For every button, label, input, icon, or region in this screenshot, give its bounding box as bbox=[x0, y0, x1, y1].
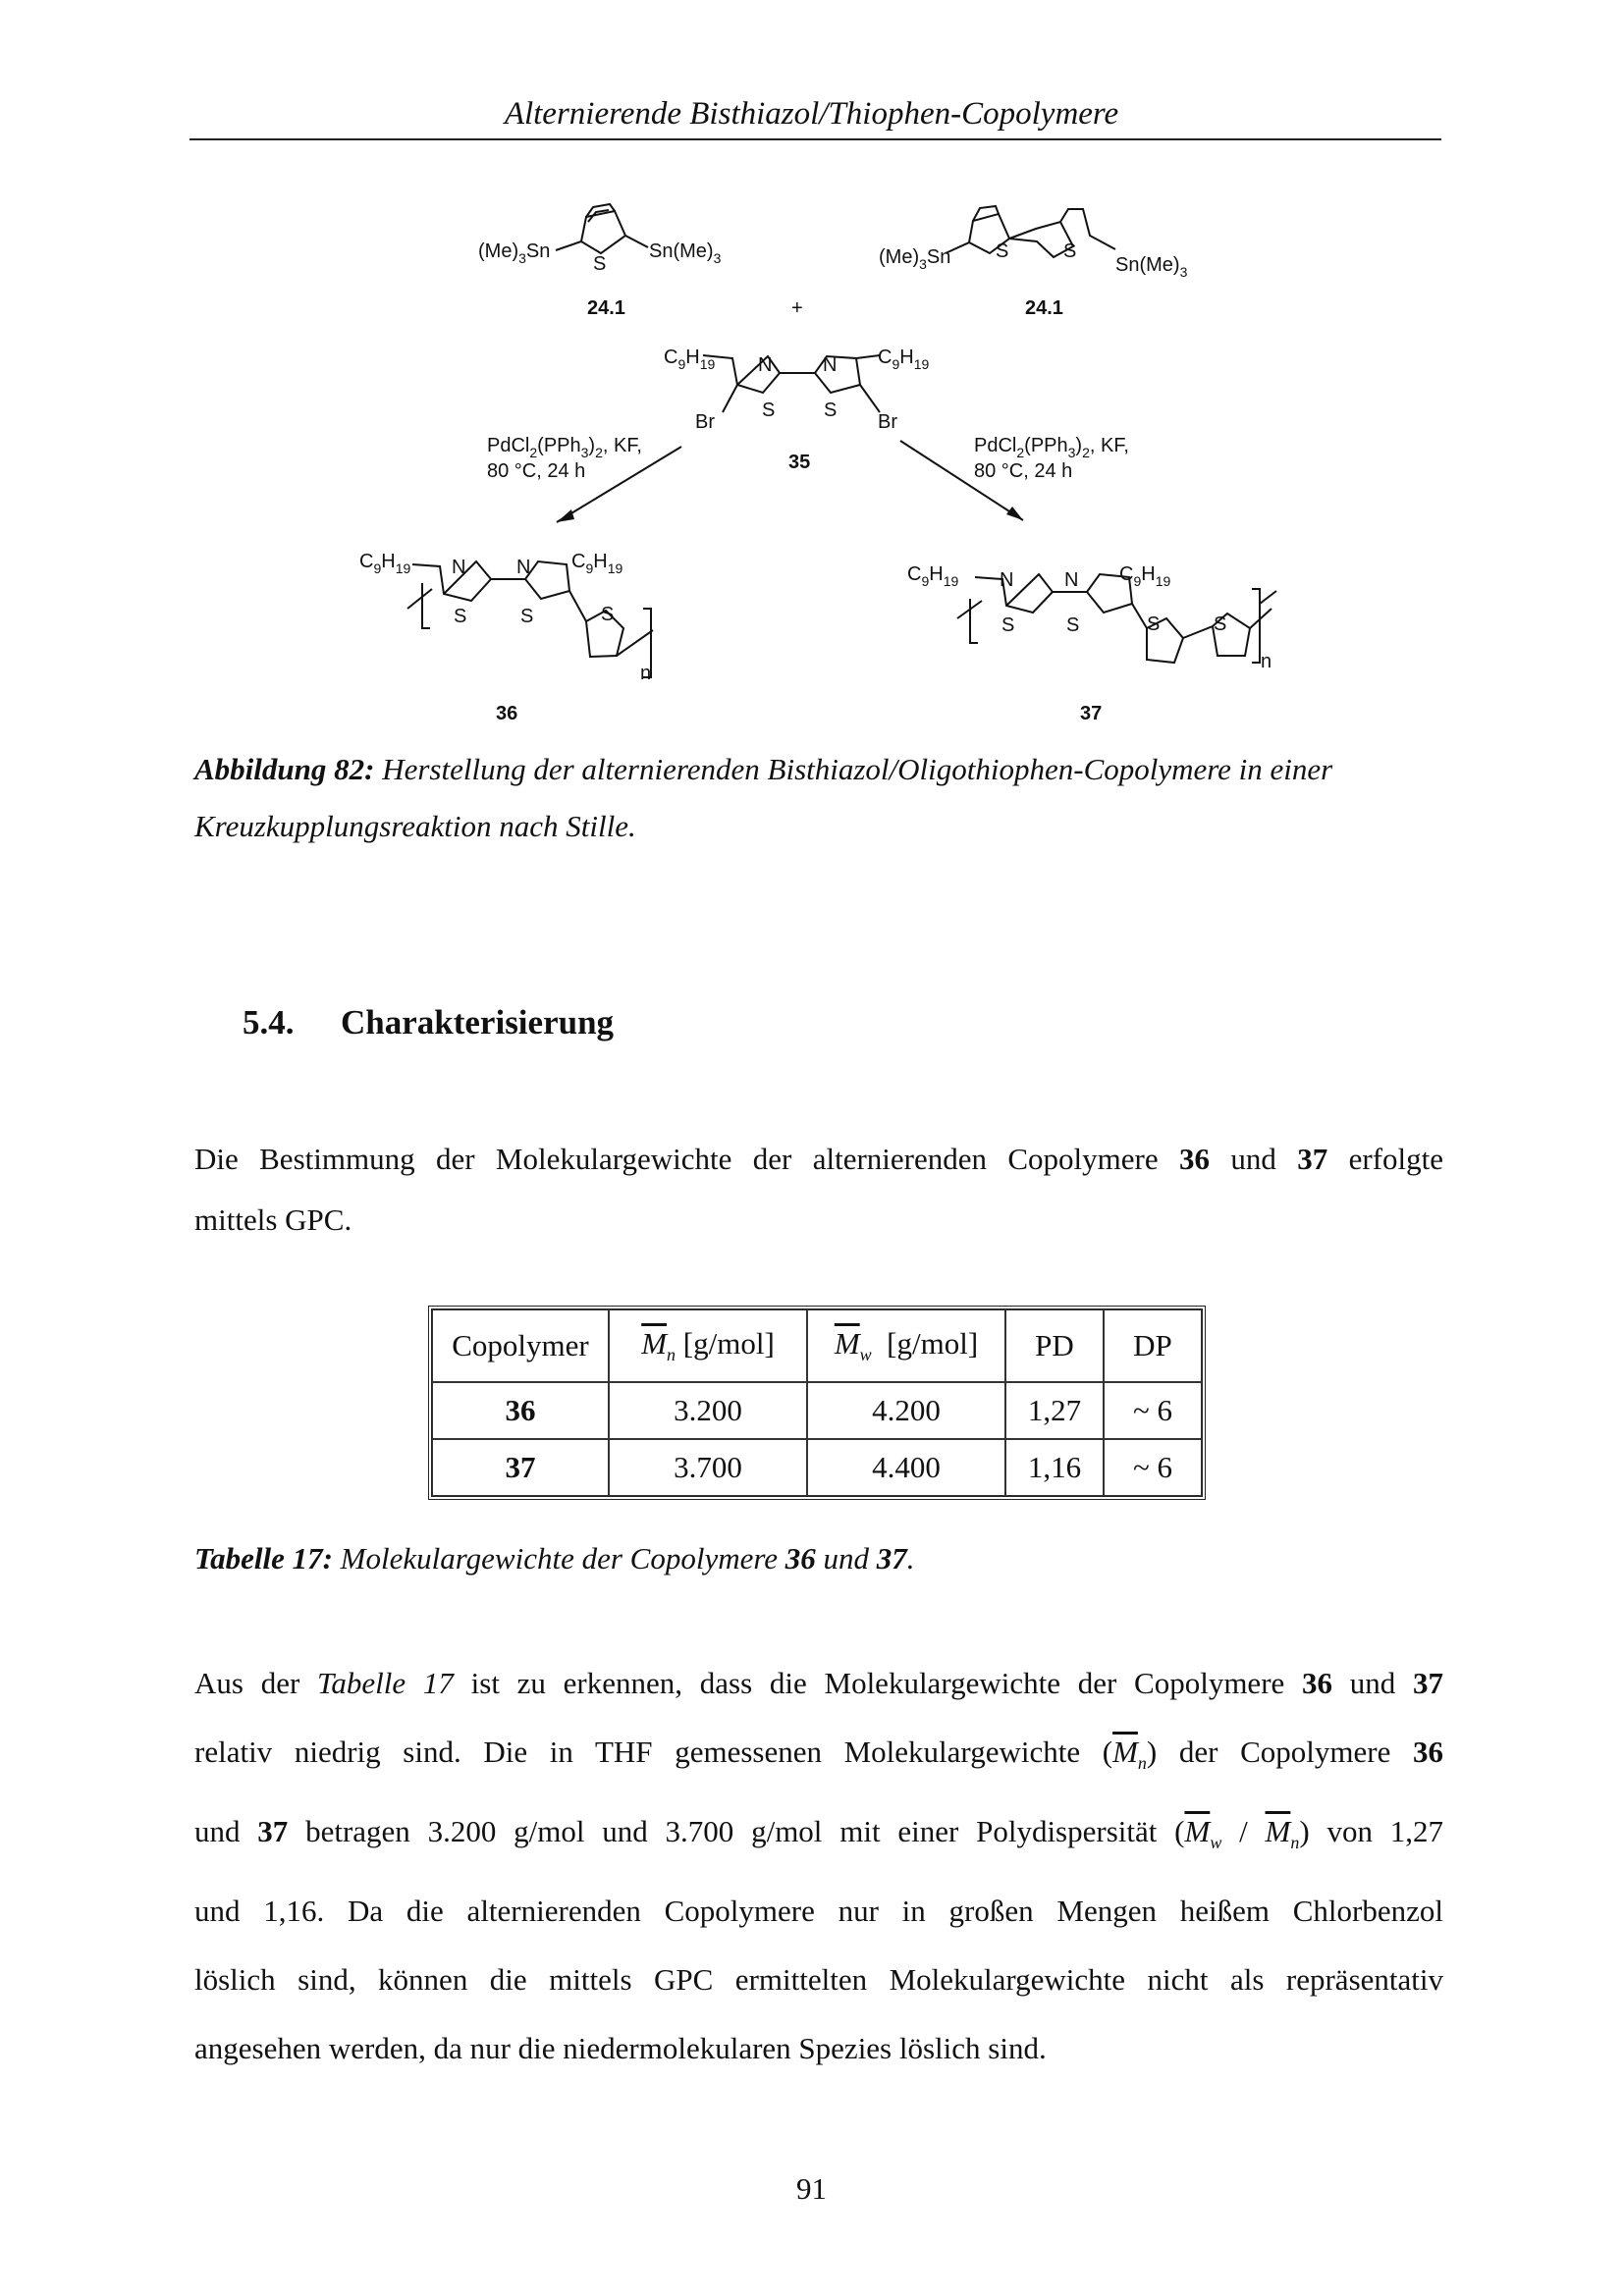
reaction-scheme bbox=[0, 147, 1623, 736]
page-number: 91 bbox=[796, 2171, 827, 2206]
paragraph-intro-line1: Die Bestimmung der Molekulargewichte der alternierenden Copolymere 36 und 37 erfolgte bbox=[194, 1142, 1443, 1176]
poly37-n-left: N bbox=[1000, 569, 1014, 591]
poly36-c9h19-right: $C_9H_{19}$ bbox=[571, 551, 623, 576]
table-caption-label: Tabelle 17: bbox=[194, 1541, 333, 1575]
left-sn-group: $(Me)_3Sn$ bbox=[478, 240, 551, 266]
compound-label-right: 24.1 bbox=[1025, 297, 1063, 319]
poly36-n-right: N bbox=[516, 557, 531, 578]
paragraph-results-line2: relativ niedrig sind. Die in THF gemessenen Molekulargewichte $(\overline{M}_n)$ der Copolymere 36 bbox=[194, 1735, 1443, 1774]
header-rule bbox=[189, 138, 1441, 140]
paragraph-results-line6: angesehen werden, da nur die niedermolekularen Spezies löslich sind. bbox=[194, 2031, 1047, 2066]
cell-pd: 1,16 bbox=[1005, 1439, 1104, 1496]
figure-caption-text: Herstellung der alternierenden Bisthiazol/Oligothiophen-Copolymere in einer bbox=[382, 752, 1333, 786]
figure-caption-label: Abbildung 82: bbox=[194, 752, 375, 786]
cell-copolymer: 37 bbox=[432, 1439, 609, 1496]
right-thiophene-s2: S bbox=[1063, 240, 1077, 262]
table-header-row bbox=[432, 1309, 1202, 1382]
poly36-c9h19-left: $C_9H_{19}$ bbox=[359, 551, 411, 576]
bromo-left: Br bbox=[695, 411, 715, 433]
header-pd: PD bbox=[1005, 1309, 1104, 1382]
poly36-repeat-n: n bbox=[640, 663, 652, 684]
header-mn: $\overline{M}_n$ [g/mol] bbox=[609, 1309, 807, 1382]
paragraph-intro-line2: mittels GPC. bbox=[194, 1202, 352, 1237]
table-caption: Tabelle 17: Molekulargewichte der Copolymere 36 und 37. bbox=[194, 1541, 915, 1575]
paragraph-results-line1: Aus der Tabelle 17 ist zu erkennen, dass die Molekulargewichte der Copolymere 36 und 37 bbox=[194, 1666, 1443, 1700]
figure-caption-text-line2: Kreuzkupplungsreaktion nach Stille. bbox=[194, 809, 636, 843]
section-title: Charakterisierung bbox=[341, 1003, 615, 1041]
cell-dp: ~ 6 bbox=[1104, 1439, 1202, 1496]
running-header: Alternierende Bisthiazol/Thiophen-Copolymere bbox=[504, 96, 1119, 132]
right-sn-group-right: $Sn(Me)_3$ bbox=[1115, 254, 1188, 280]
poly37-c9h19-left: $C_9H_{19}$ bbox=[907, 563, 959, 589]
bromo-right: Br bbox=[878, 411, 897, 433]
paragraph-results bbox=[194, 1649, 1443, 2083]
thiazole-n-right: N bbox=[823, 354, 838, 376]
poly36-thiophene-s: S bbox=[601, 604, 615, 625]
section-heading bbox=[243, 1003, 614, 1042]
conditions-left-line2: 80 °C, 24 h bbox=[487, 460, 586, 482]
left-thiophene-s: S bbox=[593, 253, 607, 275]
poly36-s-right: S bbox=[520, 606, 534, 627]
conditions-right-line1: $PdCl_2(PPh_3)_2$, KF, bbox=[974, 435, 1129, 460]
paragraph-results-line4: und 1,16. Da die alternierenden Copolymere nur in großen Mengen heißem Chlorbenzol bbox=[194, 1894, 1443, 1929]
paragraph-results-line3: und 37 betragen 3.200 g/mol und 3.700 g/mol mit einer Polydispersität $(\overline{M}_w / \overline{M}_n)$ von 1,27 bbox=[194, 1814, 1444, 1853]
paragraph-results-line5: löslich sind, können die mittels GPC ermittelten Molekulargewichte nicht als repräsentativ bbox=[194, 1962, 1443, 1998]
compound-label-37: 37 bbox=[1080, 703, 1103, 724]
cell-copolymer: 36 bbox=[432, 1382, 609, 1439]
poly37-s-right: S bbox=[1066, 614, 1080, 636]
table-row bbox=[432, 1439, 1202, 1496]
poly37-thiophene-s1: S bbox=[1147, 614, 1161, 635]
poly37-repeat-n: n bbox=[1261, 651, 1272, 672]
conditions-right-line2: 80 °C, 24 h bbox=[974, 460, 1073, 482]
cell-mw: 4.400 bbox=[807, 1439, 1005, 1496]
conditions-left-line1: $PdCl_2(PPh_3)_2$, KF, bbox=[487, 435, 642, 460]
poly36-s-left: S bbox=[454, 606, 467, 627]
right-sn-group: $(Me)_3Sn$ bbox=[879, 246, 951, 272]
table-row bbox=[432, 1382, 1202, 1439]
thiazole-n-left: N bbox=[758, 354, 773, 376]
right-thiophene-s1: S bbox=[996, 240, 1009, 262]
cell-mn: 3.200 bbox=[609, 1382, 807, 1439]
figure-caption bbox=[194, 741, 1443, 855]
scheme-arrowheads bbox=[557, 507, 1023, 522]
compound-label-center: 35 bbox=[788, 452, 811, 473]
poly37-n-right: N bbox=[1064, 569, 1079, 591]
cell-mw: 4.200 bbox=[807, 1382, 1005, 1439]
plus-sign: + bbox=[791, 297, 803, 319]
poly36-n-left: N bbox=[452, 557, 466, 578]
poly37-s-left: S bbox=[1001, 614, 1015, 636]
compound-label-left: 24.1 bbox=[587, 297, 625, 319]
paragraph-intro bbox=[194, 1129, 1443, 1251]
header-mw: $\overline{M}_w$ [g/mol] bbox=[807, 1309, 1005, 1382]
gpc-table bbox=[428, 1306, 1206, 1500]
cell-dp: ~ 6 bbox=[1104, 1382, 1202, 1439]
header-dp: DP bbox=[1104, 1309, 1202, 1382]
poly37-c9h19-right: $C_9H_{19}$ bbox=[1119, 563, 1171, 589]
c9h19-right: $C_9H_{19}$ bbox=[878, 347, 930, 372]
cell-mn: 3.700 bbox=[609, 1439, 807, 1496]
section-number: 5.4. bbox=[243, 1003, 295, 1041]
c9h19-left: $C_9H_{19}$ bbox=[664, 347, 716, 372]
cell-pd: 1,27 bbox=[1005, 1382, 1104, 1439]
compound-label-36: 36 bbox=[496, 703, 518, 724]
left-sn-group-right: $Sn(Me)_3$ bbox=[649, 240, 722, 266]
header-copolymer: Copolymer bbox=[432, 1309, 609, 1382]
thiazole-s-left: S bbox=[762, 400, 776, 421]
poly37-thiophene-s2: S bbox=[1214, 614, 1227, 635]
thiazole-s-right: S bbox=[824, 400, 838, 421]
